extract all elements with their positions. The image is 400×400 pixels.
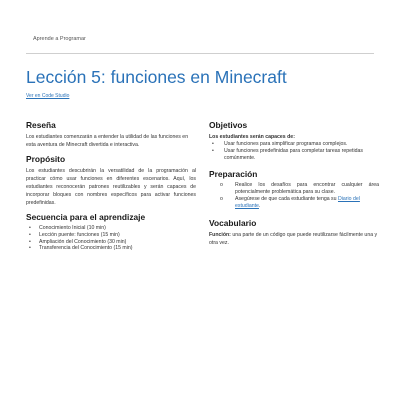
list-item: • Usar funciones para simplificar programas complejos.	[212, 141, 348, 147]
vocabulario-term: Función:	[209, 231, 231, 238]
list-item: • Conocimiento Inicial (10 min)	[29, 225, 106, 231]
vocabulario-text	[209, 231, 379, 247]
list-item: • Transferencia del Conocimiento (15 min)	[29, 245, 133, 252]
view-in-code-studio-link[interactable]: Ver en Code Studio	[26, 93, 70, 99]
bullet-icon: •	[29, 245, 31, 252]
secuencia-list	[26, 225, 196, 252]
vocabulario-heading: Vocabulario	[209, 217, 257, 228]
vocabulario-definition: una parte de un código que puede reutilizarse fácilmente una y otra vez.	[209, 231, 378, 246]
list-item: • Lección puente: funciones (15 min)	[29, 231, 120, 238]
list-item: o Asegúrese de que cada estudiante tenga su Diario del estudiante.	[220, 195, 360, 209]
bullet-icon: •	[212, 141, 214, 147]
resena-heading: Reseña	[26, 120, 56, 130]
preparacion-list	[209, 182, 379, 209]
student-journal-link[interactable]: Diario del estudiante	[235, 195, 360, 209]
objetivos-list	[209, 141, 379, 161]
objetivos-intro: Los estudiantes serán capaces de:	[209, 134, 295, 140]
list-item: • Usar funciones predefinidas para completar tareas repetidas comúnmente.	[212, 147, 363, 161]
left-column	[26, 120, 196, 252]
sub-bullet-icon: o	[220, 195, 223, 202]
proposito-text: Los estudiantes descubrirán la versatilidad de la programación al practicar cómo usar funciones en diferentes escenarios. Aquí, los estudiantes reconocerán patrones reutilizables y serán capaces de incorporar bloques con nombres específicos para activar funciones predefinidas.	[26, 168, 196, 206]
list-item: o Realice los desafíos para encontrar cualquier área potencialmente problemática para su clase.	[220, 182, 379, 196]
right-column	[209, 120, 379, 247]
secuencia-heading: Secuencia para el aprendizaje	[26, 212, 146, 222]
list-item: • Ampliación del Conocimiento (30 min)	[29, 238, 127, 245]
header-label: Aprende a Programar	[33, 36, 86, 42]
bullet-icon: •	[29, 225, 31, 231]
preparacion-heading: Preparación	[209, 169, 258, 180]
proposito-heading: Propósito	[26, 154, 66, 164]
page-title: Lección 5: funciones en Minecraft	[26, 67, 287, 87]
header-rule	[26, 53, 374, 54]
resena-text: Los estudiantes comenzarán a entender la utilidad de las funciones en esta aventura de Minecraft divertida e interactiva.	[26, 134, 189, 148]
bullet-icon: •	[29, 231, 31, 238]
sub-bullet-icon: o	[220, 182, 223, 189]
bullet-icon: •	[212, 147, 214, 154]
bullet-icon: •	[29, 238, 31, 245]
objetivos-heading: Objetivos	[209, 120, 248, 130]
